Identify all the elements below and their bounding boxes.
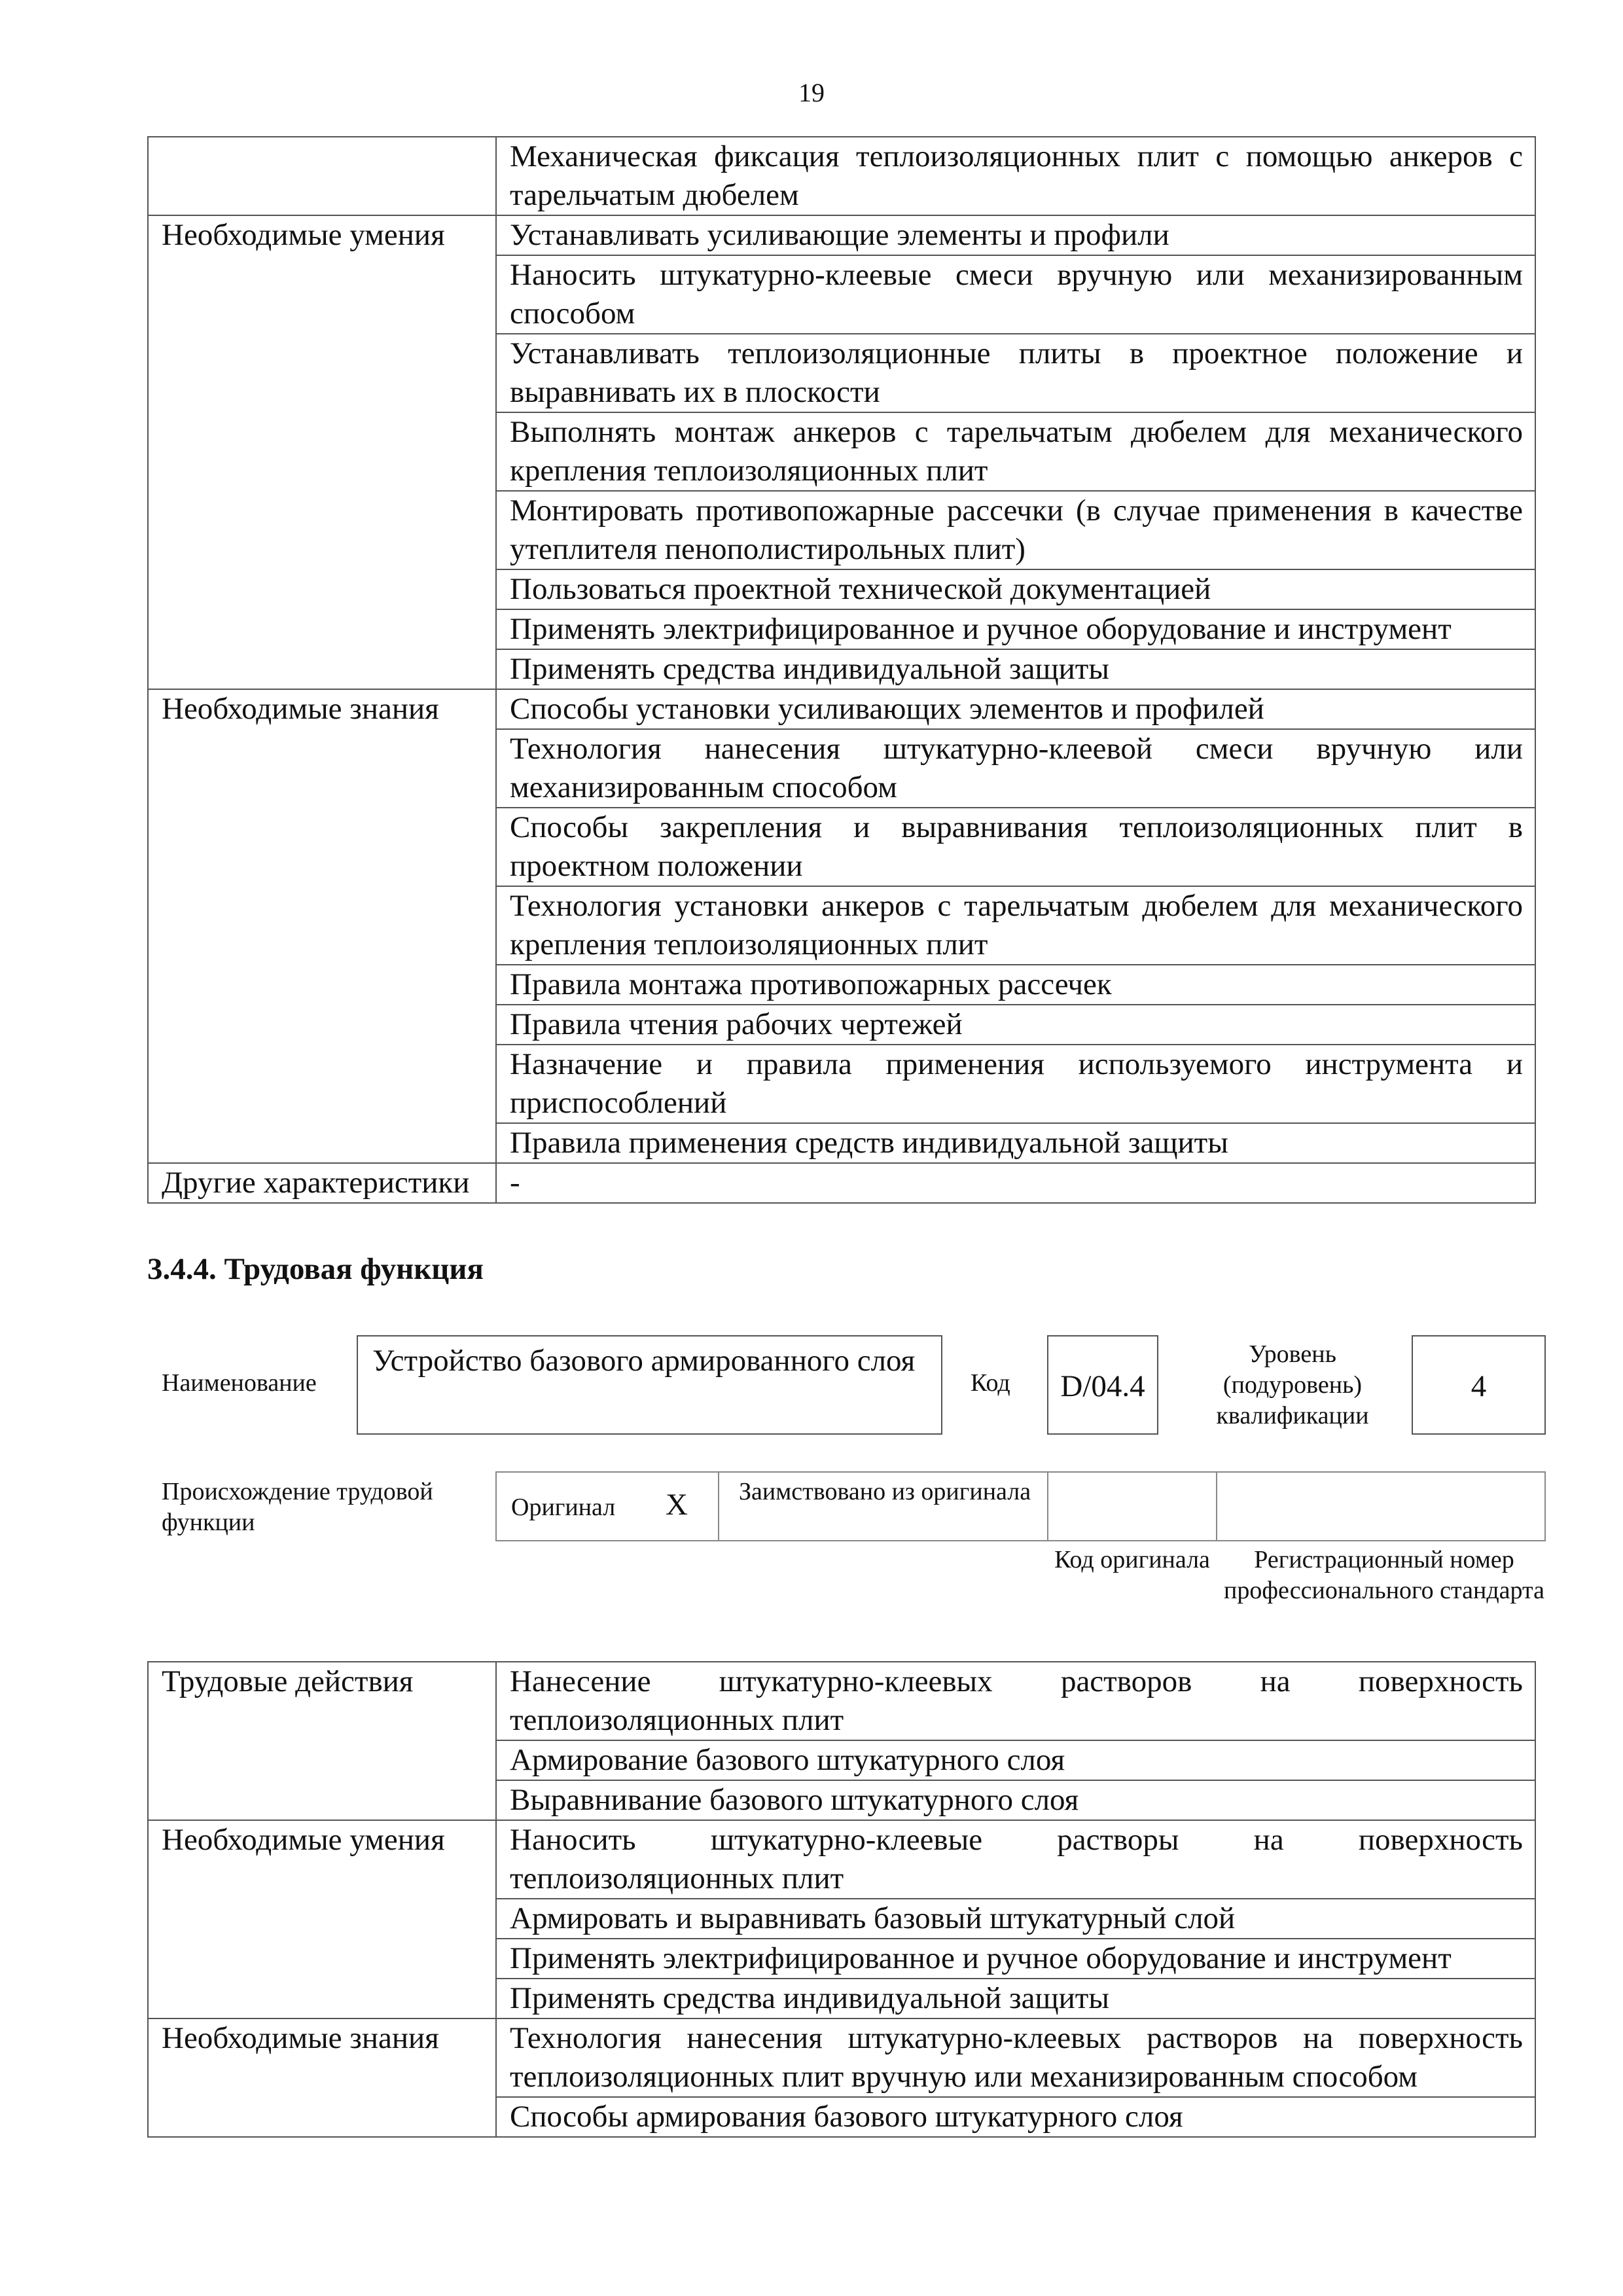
row-item: Технология нанесения штукатурно-клеевой смеси вручную или механизированным способом	[496, 729, 1535, 808]
row-item: Технология установки анкеров с тарельчатым дюбелем для механического крепления теплоизоляционных плит	[496, 886, 1535, 965]
row-heading: Необходимые знания	[148, 689, 496, 1163]
row-heading: Необходимые умения	[148, 215, 496, 689]
row-heading: Трудовые действия	[148, 1662, 496, 1820]
row-item: Наносить штукатурно-клеевые растворы на поверхность теплоизоляционных плит	[496, 1820, 1535, 1899]
row-item: Механическая фиксация теплоизоляционных плит с помощью анкеров с тарельчатым дюбелем	[496, 137, 1535, 215]
row-heading: Необходимые знания	[148, 2018, 496, 2137]
level-box	[1412, 1335, 1546, 1435]
section-heading: 3.4.4. Трудовая функция	[147, 1252, 484, 1286]
table-row	[148, 1662, 1535, 1740]
page-number: 19	[798, 78, 825, 107]
level-value: 4	[1471, 1369, 1487, 1403]
row-item: Устанавливать теплоизоляционные плиты в проектное положение и выравнивать их в плоскости	[496, 334, 1535, 412]
row-item: Устанавливать усиливающие элементы и профили	[496, 215, 1535, 255]
table-row	[148, 689, 1535, 729]
row-item: Правила монтажа противопожарных рассечек	[496, 965, 1535, 1005]
row-item: Нанесение штукатурно-клеевых растворов на поверхность теплоизоляционных плит	[496, 1662, 1535, 1740]
row-item: Применять электрифицированное и ручное оборудование и инструмент	[496, 609, 1535, 649]
table-row	[148, 137, 1535, 215]
row-item: Выравнивание базового штукатурного слоя	[496, 1780, 1535, 1820]
requirements-table-1	[147, 136, 1536, 1204]
row-item: Технология нанесения штукатурно-клеевых растворов на поверхность теплоизоляционных плит вручную или механизированным способом	[496, 2018, 1535, 2097]
row-heading	[148, 137, 496, 215]
table-row	[148, 1163, 1535, 1203]
origin-original-cell	[495, 1471, 719, 1541]
code-value: D/04.4	[1060, 1369, 1145, 1403]
original-label: Оригинал	[511, 1494, 616, 1521]
table-row	[148, 1820, 1535, 1899]
row-item: Монтировать противопожарные рассечки (в случае применения в качестве утеплителя пенополистирольных плит)	[496, 491, 1535, 569]
row-item: Способы установки усиливающих элементов и профилей	[496, 689, 1535, 729]
row-heading: Другие характеристики	[148, 1163, 496, 1203]
row-heading: Необходимые умения	[148, 1820, 496, 2018]
row-item: -	[496, 1163, 1535, 1203]
origin-borrowed-cell	[718, 1471, 1048, 1541]
row-item: Правила применения средств индивидуальной защиты	[496, 1123, 1535, 1163]
table-row	[148, 2018, 1535, 2097]
name-label: Наименование	[162, 1369, 317, 1397]
code-label: Код	[971, 1369, 1010, 1397]
row-item: Назначение и правила применения используемого инструмента и приспособлений	[496, 1045, 1535, 1123]
row-item: Армировать и выравнивать базовый штукатурный слой	[496, 1899, 1535, 1939]
row-item: Армирование базового штукатурного слоя	[496, 1740, 1535, 1780]
borrowed-label: Заимствовано из оригинала	[739, 1478, 1031, 1505]
code-box	[1047, 1335, 1158, 1435]
row-item: Правила чтения рабочих чертежей	[496, 1005, 1535, 1045]
function-name-box	[357, 1335, 942, 1435]
row-item: Применять электрифицированное и ручное оборудование и инструмент	[496, 1939, 1535, 1979]
row-item: Способы армирования базового штукатурного слоя	[496, 2097, 1535, 2137]
reg-caption: Регистрационный номер профессионального стандарта	[1224, 1546, 1544, 1604]
row-item: Пользоваться проектной технической документацией	[496, 569, 1535, 609]
original-mark: X	[666, 1488, 688, 1522]
function-name: Устройство базового армированного слоя	[372, 1344, 916, 1378]
row-item: Применять средства индивидуальной защиты	[496, 649, 1535, 689]
table-row	[148, 215, 1535, 255]
code-caption: Код оригинала	[1054, 1546, 1210, 1573]
requirements-table-2	[147, 1661, 1536, 2138]
origin-code-cell	[1047, 1471, 1217, 1541]
row-item: Наносить штукатурно-клеевые смеси вручную или механизированным способом	[496, 255, 1535, 334]
row-item: Применять средства индивидуальной защиты	[496, 1979, 1535, 2018]
origin-reg-cell	[1216, 1471, 1546, 1541]
level-label: Уровень (подуровень) квалификации	[1216, 1340, 1369, 1429]
row-item: Выполнять монтаж анкеров с тарельчатым дюбелем для механического крепления теплоизоляционных плит	[496, 412, 1535, 491]
origin-label: Происхождение трудовой функции	[162, 1478, 433, 1536]
row-item: Способы закрепления и выравнивания теплоизоляционных плит в проектном положении	[496, 808, 1535, 886]
